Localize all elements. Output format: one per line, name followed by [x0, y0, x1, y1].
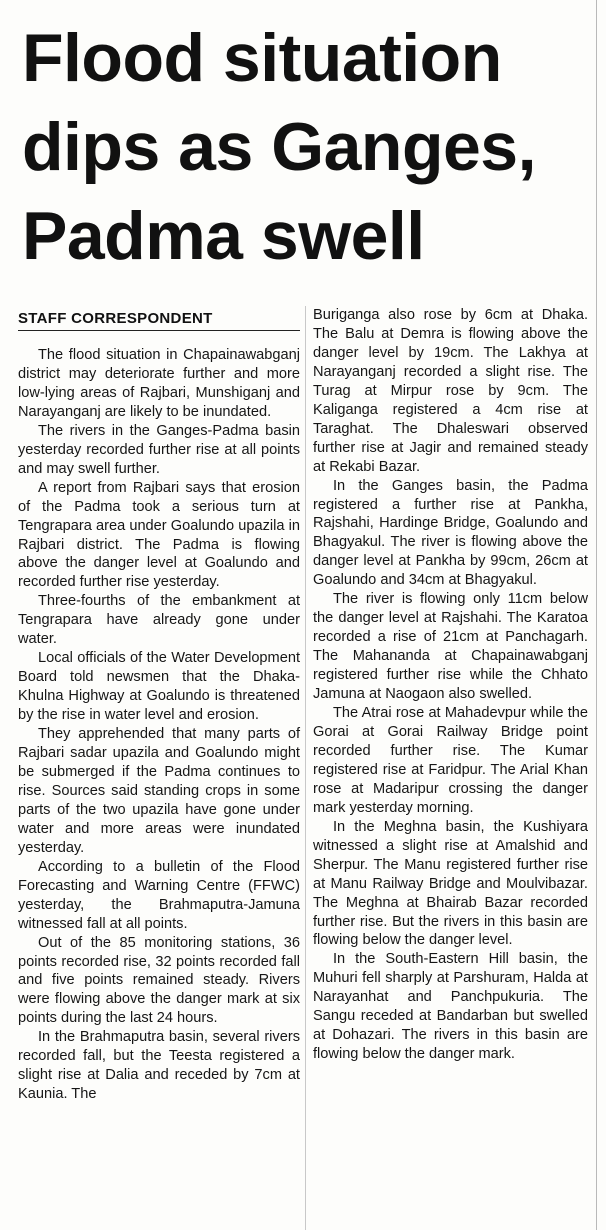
- paragraph: The Atrai rose at Mahadevpur while the Gorai at Gorai Railway Bridge point recorded further rise. The Kumar registered rise at Faridpur. The Arial Khan rose at Madaripur crossing the danger mark yesterday morning.: [313, 705, 588, 816]
- headline: [22, 14, 597, 281]
- headline-line-2: dips as Ganges,: [22, 109, 537, 185]
- paragraph: Buriganga also rose by 6cm at Dhaka. The Balu at Demra is flowing above the danger level by 19cm. The Lakhya at Narayanganj recorded a slight rise. The Turag at Mirpur rose by 9cm. The Kaliganga registered a 4cm rise at Taraghat. The Dhaleswari observed further rise at Jagir and remained steady at Rekabi Bazar.: [313, 307, 588, 475]
- article-column-right: [313, 306, 588, 1064]
- paragraph: A report from Rajbari says that erosion of the Padma took a serious turn at Tengrapara area under Goalundo upazila in Rajbari district. The Padma is flowing above the danger level at Goalundo and recorded further rise yesterday.: [18, 479, 300, 591]
- paragraph: In the Meghna basin, the Kushiyara witnessed a slight rise at Amalshid and Sherpur. The Manu registered further rise at Manu Railway Bridge and Moulvibazar. The Meghna at Bhairab Bazar recorded further rise. But the rivers in this basin are flowing below the danger level.: [313, 818, 588, 949]
- paragraph: In the Ganges basin, the Padma registered a further rise at Pankha, Rajshahi, Hardinge Bridge, Goalundo and Bhagyakul. The river is flowing above the danger level at Pankha by 99cm, 26cm at Goalundo and 34cm at Bhagyakul.: [313, 477, 588, 589]
- paragraph: Local officials of the Water Development Board told newsmen that the Dhaka-Khulna Highway at Goalundo is threatened by the rise in water level and erosion.: [18, 650, 300, 724]
- page-edge-rule: [596, 0, 597, 1230]
- paragraph: Three-fourths of the embankment at Tengrapara have already gone under water.: [18, 593, 300, 648]
- paragraph: Out of the 85 monitoring stations, 36 points recorded rise, 32 points recorded fall and five points remained steady. Rivers were flowing above the danger mark at six points during the last 24 hours.: [18, 934, 300, 1027]
- paragraph: The rivers in the Ganges-Padma basin yesterday recorded further rise at all points and may swell further.: [18, 422, 300, 477]
- paragraph: The flood situation in Chapainawabganj district may deteriorate further and more low-lying areas of Rajbari, Munshiganj and Narayanganj are likely to be inundated.: [18, 347, 300, 420]
- headline-line-3: Padma swell: [22, 198, 425, 274]
- paragraph: They apprehended that many parts of Rajbari sadar upazila and Goalundo might be submerged if the Padma continues to rise. Sources said standing crops in some parts of the two upazila have gone under water and more areas were inundated yesterday.: [18, 726, 300, 856]
- paragraph: In the Brahmaputra basin, several rivers recorded fall, but the Teesta registered a slight rise at Dalia and receded by 7cm at Kaunia. The: [18, 1029, 300, 1103]
- column-divider: [305, 306, 306, 1230]
- paragraph: In the South-Eastern Hill basin, the Muhuri fell sharply at Parshuram, Halda at Narayanhat and Panchpukuria. The Sangu receded at Bandarban but swelled at Dohazari. The rivers in this basin are flowing below the danger mark.: [313, 951, 588, 1063]
- paragraph: According to a bulletin of the Flood Forecasting and Warning Centre (FFWC) yesterday, the Brahmaputra-Jamuna witnessed fall at all points.: [18, 858, 300, 932]
- paragraph: The river is flowing only 11cm below the danger level at Rajshahi. The Karatoa recorded a rise of 21cm at Panchagarh. The Mahananda at Chapainawabganj registered further rise while the Chhato Jamuna at Naogaon also swelled.: [313, 591, 588, 703]
- headline-line-1: Flood situation: [22, 20, 502, 96]
- byline: STAFF CORRESPONDENT: [18, 310, 300, 331]
- article-column-left: [18, 346, 300, 1104]
